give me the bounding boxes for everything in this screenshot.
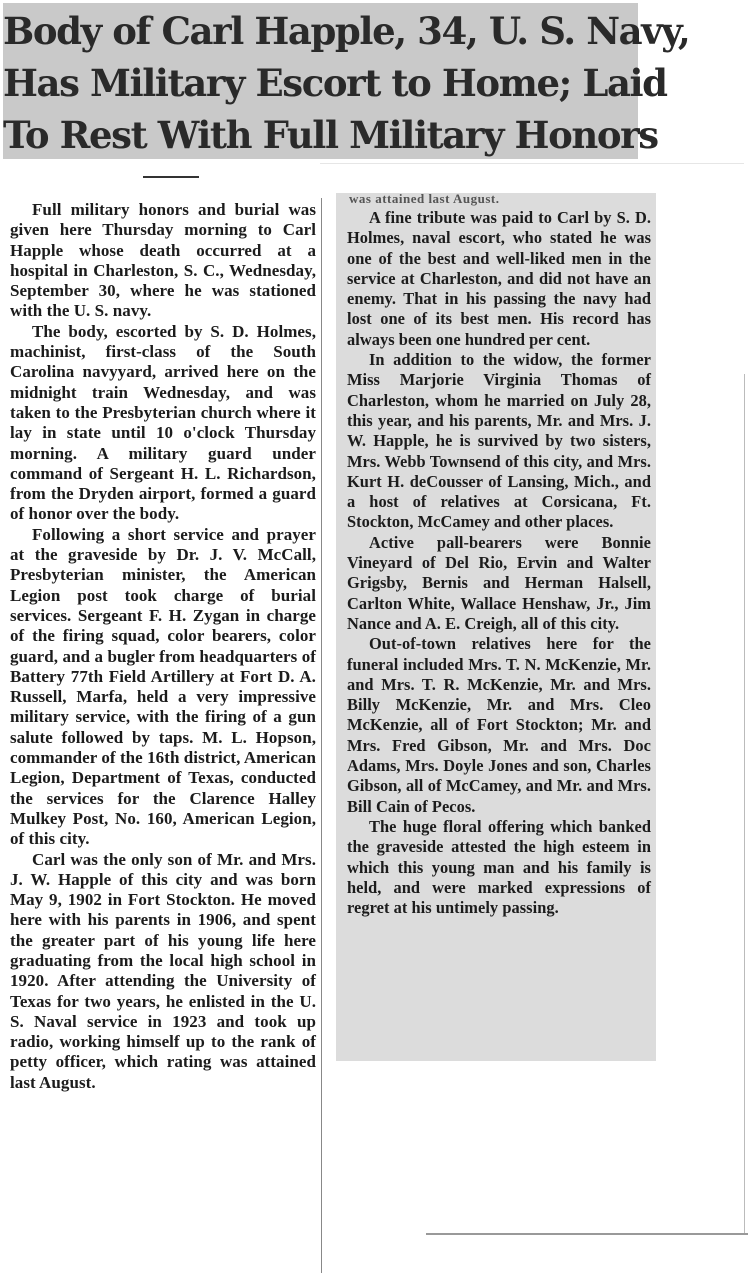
clipping-edge-top	[320, 163, 744, 164]
scan-edge-line-right	[744, 374, 745, 1234]
paragraph: Carl was the only son of Mr. and Mrs. J. W. Happle of this city and was born May 9, 1902 in Fort Stockton. He moved here with his parents in 1906, and spent the greater part of his young life here graduating from the local high school in 1920. After attending the University of Texas for two years, he enlisted in the U. S. Naval service in 1923 and took up radio, working himself up to the rank of petty officer, which rating was attained last August.	[10, 849, 316, 1092]
headline-block	[3, 3, 690, 159]
column-divider	[321, 198, 322, 1273]
paragraph: Following a short service and prayer at the graveside by Dr. J. V. McCall, Presbyterian minister, the American Legion post took charge of burial services. Sergeant F. H. Zygan in charge of the firing squad, color bearers, color guard, and a bugler from headquarters of Battery 77th Field Artillery at Fort D. A. Russell, Marfa, held a very impressive military service, with the firing of a gun salute followed by taps. M. L. Hopson, commander of the 16th district, American Legion, Department of Texas, conducted the services for the Clarence Halley Mulkey Post, No. 160, American Legion, of this city.	[10, 524, 316, 849]
paragraph: A fine tribute was paid to Carl by S. D. Holmes, naval escort, who stated he was one of the best and well-liked men in the service at Charleston, and did not have an enemy. That in his passing the navy had lost one of its best men. His record has always been one hundred per cent.	[347, 208, 651, 349]
paragraph: The huge floral offering which banked the graveside attested the high esteem in which this young man and his family is held, and were marked expressions of regret at his untimely passing.	[347, 816, 651, 918]
headline-divider	[143, 176, 199, 178]
headline-line-3: To Rest With Full Military Honors	[3, 113, 658, 157]
article-column-right	[347, 208, 651, 918]
article-column-left	[10, 200, 316, 1093]
paragraph: Active pall-bearers were Bonnie Vineyard of Del Rio, Ervin and Walter Grigsby, Bernis and Herman Halsell, Carlton White, Wallace Henshaw, Jr., Jim Nance and A. E. Creigh, all of this city.	[347, 532, 651, 633]
paragraph: Out-of-town relatives here for the funeral included Mrs. T. N. McKenzie, Mr. and Mrs. T. R. McKenzie, Mr. and Mrs. Billy McKenzie, Mr. and Mrs. Cleo McKenzie, all of Fort Stockton; Mr. and Mrs. Fred Gibson, Mr. and Mrs. Doc Adams, Mrs. Doyle Jones and son, Charles Gibson, all of McCamey, and Mr. and Mrs. Bill Cain of Pecos.	[347, 634, 651, 816]
paragraph: In addition to the widow, the former Miss Marjorie Virginia Thomas of Charleston, whom he married on July 28, this year, and his parents, Mr. and Mrs. J. W. Happle, he is survived by two sisters, Mrs. Webb Townsend of this city, and Mrs. Kurt H. deCousser of Lansing, Mich., and a host of relatives at Corsicana, Ft. Stockton, McCamey and other places.	[347, 350, 651, 532]
paragraph: Full military honors and burial was given here Thursday morning to Carl Happle whose death occurred at a hospital in Charleston, S. C., Wednesday, September 30, where he was stationed with the U. S. navy.	[10, 200, 316, 321]
cut-off-line-fragment: was attained last August.	[349, 191, 500, 206]
headline-line-2: Has Military Escort to Home; Laid	[3, 61, 667, 105]
scan-edge-line-bottom	[426, 1233, 748, 1235]
headline-line-1: Body of Carl Happle, 34, U. S. Navy,	[3, 9, 690, 53]
paragraph: The body, escorted by S. D. Holmes, machinist, first-class of the South Carolina navyyard, arrived here on the midnight train Wednesday, and was taken to the Presbyterian church where it lay in state until 10 o'clock Thursday morning. A military guard under command of Sergeant H. L. Richardson, from the Dryden airport, formed a guard of honor over the body.	[10, 321, 316, 524]
